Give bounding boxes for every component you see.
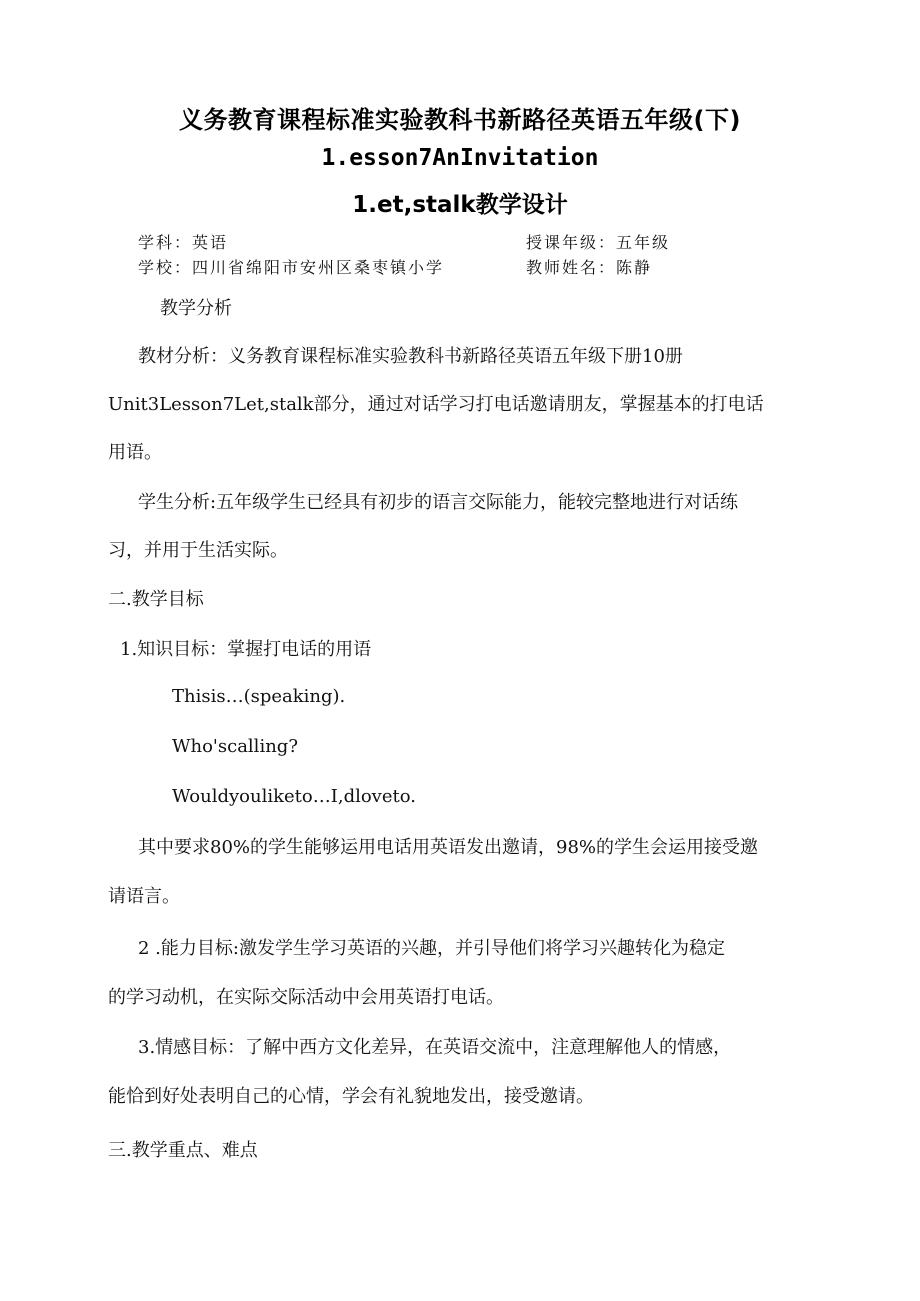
student-analysis-line: 习，并用于生活实际。 (108, 540, 288, 561)
ability-goal-line: 的学习动机，在实际交际活动中会用英语打电话。 (108, 987, 504, 1008)
ability-goal-line: 2 .能力目标:激发学生学习英语的兴趣，并引导他们将学习兴趣转化为稳定 (138, 938, 725, 959)
teacher-label: 教师姓名：陈静 (526, 258, 653, 277)
lesson-title: 1.esson7AnInvitation (321, 145, 599, 171)
requirement-line: 请语言。 (108, 886, 180, 907)
phrase-line: Thisis…(speaking). (172, 686, 346, 707)
phrase-line: Who'scalling? (172, 736, 298, 757)
requirement-line: 其中要求80%的学生能够运用电话用英语发出邀请，98%的学生会运用接受邀 (138, 837, 759, 858)
school-label: 学校：四川省绵阳市安州区桑枣镇小学 (138, 258, 445, 277)
design-title: 1.et,stalk教学设计 (352, 192, 568, 218)
material-analysis-line: 用语。 (108, 442, 162, 463)
emotion-goal-line: 3.情感目标：了解中西方文化差异，在英语交流中，注意理解他人的情感， (138, 1037, 732, 1058)
document-title: 义务教育课程标准实验教科书新路径英语五年级(下) (179, 106, 741, 134)
material-analysis-line: Unit3Lesson7Let,stalk部分，通过对话学习打电话邀请朋友，掌握基本的打电话 (108, 394, 764, 415)
material-analysis-line: 教材分析：义务教育课程标准实验教科书新路径英语五年级下册10册 (138, 346, 683, 367)
section-heading-goals: 二.教学目标 (108, 589, 204, 610)
knowledge-goal: 1.知识目标：掌握打电话的用语 (120, 639, 372, 660)
subject-label: 学科：英语 (138, 233, 229, 252)
section-heading-analysis: 教学分析 (160, 298, 232, 319)
phrase-line: Wouldyouliketo…I,dloveto. (172, 786, 416, 807)
emotion-goal-line: 能恰到好处表明自己的心情，学会有礼貌地发出，接受邀请。 (108, 1086, 594, 1107)
student-analysis-line: 学生分析:五年级学生已经具有初步的语言交际能力，能较完整地进行对话练 (138, 492, 739, 513)
grade-label: 授课年级：五年级 (526, 233, 671, 252)
section-heading-key-points: 三.教学重点、难点 (108, 1140, 258, 1161)
